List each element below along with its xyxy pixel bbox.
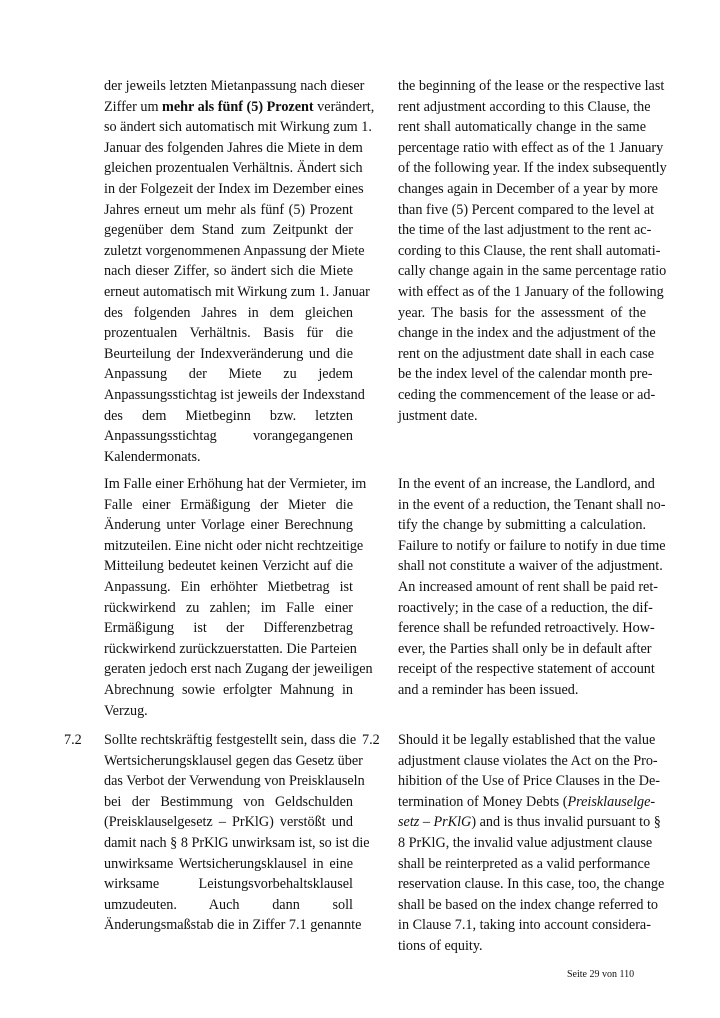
text-line: adjustment clause violates the Act on the Pro-	[398, 752, 658, 769]
text-line: receipt of the respective statement of account	[398, 661, 655, 678]
de-paragraph-1	[104, 76, 375, 467]
text-line: in Clause 7.1, taking into account considera-	[398, 917, 651, 934]
text-line: cally change again in the same percentage ratio	[398, 263, 667, 280]
text-line: (Preisklauselgesetz – PrKlG) verstößt und	[104, 814, 353, 831]
text-line: Anpassungsstichtag ist jeweils der Indexstand	[104, 386, 365, 403]
text-line: shall be based on the index change referred to	[398, 896, 658, 913]
text-line: rückwirkend zurückzuerstatten. Die Parteien	[104, 640, 357, 657]
text-line: gleichen prozentualen Verhältnis. Ändert sich	[104, 160, 363, 177]
text-line: ceding the commencement of the lease or ad-	[398, 386, 656, 403]
text-line: ever, the Parties shall only be in default after	[398, 640, 652, 657]
text-line: shall not constitute a waiver of the adjustment.	[398, 558, 663, 575]
text-line: in the event of a reduction, the Tenant shall no-	[398, 496, 666, 513]
text-line: rückwirkend zu zahlen; im Falle einer	[104, 599, 353, 616]
text-line: the beginning of the lease or the respective last	[398, 78, 665, 94]
text-line: des dem Mietbeginn bzw. letzten	[104, 407, 353, 424]
text-line: damit nach § 8 PrKlG unwirksam ist, so ist die	[104, 834, 370, 851]
text-line: justment date.	[398, 407, 478, 424]
text-line: Should it be legally established that the value	[398, 732, 656, 748]
text-line: rent on the adjustment date shall in each case	[398, 345, 655, 362]
text-line: Im Falle einer Erhöhung hat der Vermieter, im	[104, 476, 367, 492]
text-line: termination of Money Debts (Preisklauselge-	[398, 793, 656, 810]
text-line: shall be reinterpreted as a valid performance	[398, 855, 651, 872]
text-line: reservation clause. In this case, too, the change	[398, 876, 665, 893]
text-line: hibition of the Use of Price Clauses in the De-	[398, 773, 661, 790]
text-line: Sollte rechtskräftig festgestellt sein, dass die	[104, 732, 357, 748]
en-paragraph-1	[398, 76, 667, 426]
text-line: Anpassung der Miete zu jedem	[104, 366, 353, 383]
page-number: Seite 29 von 110	[567, 969, 635, 980]
clause-number-de: 7.2	[64, 732, 82, 748]
text-line: cording to this Clause, the rent shall automati-	[398, 242, 661, 259]
text-line: 8 PrKlG, the invalid value adjustment clause	[398, 834, 653, 851]
text-line: with effect as of the 1 January of the following	[398, 283, 664, 300]
text-line: zuletzt vorgenommenen Anpassung der Miete	[104, 242, 365, 259]
text-line: umzudeuten. Auch dann soll	[104, 896, 353, 913]
text-line: Änderung unter Vorlage einer Berechnung	[104, 517, 353, 534]
text-line: rent adjustment according to this Clause, the	[398, 98, 651, 115]
en-clause-7-2	[398, 730, 665, 957]
text-line: Anpassung. Ein erhöhter Mietbetrag ist	[104, 578, 353, 595]
text-line: Failure to notify or failure to notify in due time	[398, 537, 666, 554]
text-line: tions of equity.	[398, 937, 483, 954]
text-line: Verzug.	[104, 702, 148, 719]
text-line: Ziffer um mehr als fünf (5) Prozent verändert,	[104, 98, 375, 115]
clause-number-en: 7.2	[362, 732, 380, 748]
text-line: Kalendermonats.	[104, 448, 201, 465]
text-line: Jahres erneut um mehr als fünf (5) Prozent	[104, 201, 353, 218]
text-line: In the event of an increase, the Landlord, and	[398, 476, 655, 492]
text-line: des folgenden Jahres in dem gleichen	[104, 304, 353, 321]
text-line: nach dieser Ziffer, so ändert sich die Miete	[104, 263, 353, 280]
italic-term: Preisklauselge-	[567, 793, 656, 810]
text-line: Ermäßigung ist der Differenzbetrag	[104, 620, 353, 637]
text-line: tify the change by submitting a calculation.	[398, 517, 646, 534]
text-line: Abrechnung sowie erfolgter Mahnung in	[104, 681, 353, 698]
text-line: bei der Bestimmung von Geldschulden	[104, 793, 353, 810]
text-line: be the index level of the calendar month pre-	[398, 366, 653, 383]
text-line: of the following year. If the index subsequently	[398, 160, 667, 177]
text-line: der jeweils letzten Mietanpassung nach dieser	[104, 78, 365, 94]
de-paragraph-2	[104, 474, 373, 721]
text-line: Falle einer Ermäßigung der Mieter die	[104, 496, 353, 513]
text-line: in der Folgezeit der Index im Dezember eines	[104, 180, 364, 197]
de-clause-7-2	[104, 730, 370, 936]
text-line: Änderungsmaßstab die in Ziffer 7.1 genannte	[104, 917, 362, 934]
text-line: gegenüber dem Stand zum Zeitpunkt der	[104, 222, 353, 239]
text-line: mitzuteilen. Eine nicht oder nicht rechtzeitige	[104, 537, 364, 554]
text-line: wirksame Leistungsvorbehaltsklausel	[104, 876, 353, 893]
text-line: than five (5) Percent compared to the level at	[398, 201, 655, 218]
text-line: Anpassungsstichtag vorangegangenen	[104, 428, 353, 445]
text-line: changes again in December of a year by more	[398, 180, 658, 197]
text-line: percentage ratio with effect as of the 1 January	[398, 139, 664, 156]
text-line: rent shall automatically change in the same	[398, 119, 646, 136]
text-line: so ändert sich automatisch mit Wirkung zum 1.	[104, 119, 372, 136]
text-line: ference shall be refunded retroactively. How-	[398, 620, 655, 637]
text-line: An increased amount of rent shall be paid ret-	[398, 578, 659, 595]
text-line: the time of the last adjustment to the rent ac-	[398, 222, 652, 239]
text-line: Mitteilung bedeutet keinen Verzicht auf die	[104, 558, 353, 575]
text-line: prozentualen Verhältnis. Basis für die	[104, 325, 353, 342]
text-line: erneut automatisch mit Wirkung zum 1. Januar	[104, 283, 370, 300]
text-line: setz – PrKlG) and is thus invalid pursuant to §	[398, 814, 661, 831]
text-line: Beurteilung der Indexveränderung und die	[104, 345, 353, 362]
text-line: Wertsicherungsklausel gegen das Gesetz über	[104, 752, 363, 769]
italic-term: setz – PrKlG	[398, 814, 472, 831]
text-line: year. The basis for the assessment of the	[398, 304, 646, 321]
text-line: geraten jedoch erst nach Zugang der jeweiligen	[104, 661, 373, 678]
text-line: unwirksame Wertsicherungsklausel in eine	[104, 855, 353, 872]
text-line: roactively; in the case of a reduction, the dif-	[398, 599, 653, 616]
text-line: change in the index and the adjustment of the	[398, 325, 656, 342]
text-line: Januar des folgenden Jahres die Miete in dem	[104, 139, 363, 156]
bold-phrase: mehr als fünf (5) Prozent	[162, 98, 314, 115]
text-line: das Verbot der Verwendung von Preisklauseln	[104, 773, 365, 790]
text-line: and a reminder has been issued.	[398, 681, 579, 698]
en-paragraph-2	[398, 474, 666, 701]
